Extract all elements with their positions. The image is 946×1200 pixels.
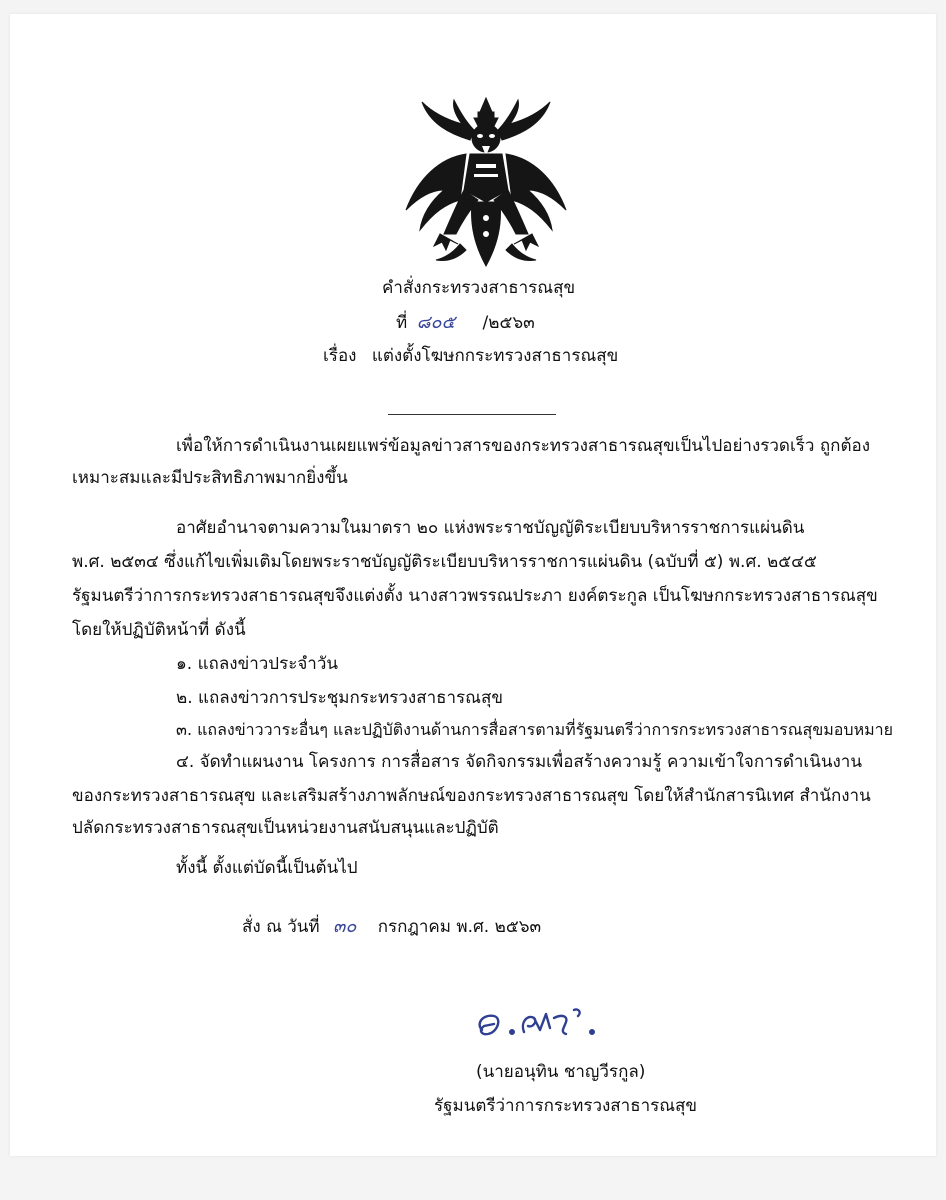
para1-line2: เหมาะสมและมีประสิทธิภาพมากยิ่งขึ้น (72, 468, 348, 488)
closing-text: ทั้งนี้ ตั้งแต่บัดนี้เป็นต้นไป (176, 858, 358, 878)
para2-line1: อาศัยอำนาจตามความในมาตรา ๒๐ แห่งพระราชบัญญัติระเบียบบริหารราชการแผ่นดิน (176, 518, 805, 538)
garuda-emblem-icon (400, 94, 572, 272)
signatory-name: (นายอนุทิน ชาญวีรกูล) (476, 1062, 646, 1082)
duty-item-2: ๒. แถลงข่าวการประชุมกระทรวงสาธารณสุข (176, 688, 503, 708)
document-page (10, 14, 936, 1156)
para2-line3: รัฐมนตรีว่าการกระทรวงสาธารณสุขจึงแต่งตั้ง นางสาวพรรณประภา ยงค์ตระกูล เป็นโฆษกกระทรวงสาธารณสุข (72, 586, 878, 606)
para1-line1: เพื่อให้การดำเนินงานเผยแพร่ข้อมูลข่าวสารของกระทรวงสาธารณสุขเป็นไปอย่างรวดเร็ว ถูกต้อง (176, 436, 870, 456)
order-number-line (396, 314, 535, 332)
order-number-handwritten: ๘๐๕ (416, 312, 456, 333)
signatory-position: รัฐมนตรีว่าการกระทรวงสาธารณสุข (434, 1096, 698, 1116)
date-day-handwritten: ๓๐ (333, 916, 357, 937)
para2-line2: พ.ศ. ๒๕๓๔ ซึ่งแก้ไขเพิ่มเติมโดยพระราชบัญญัติระเบียบบริหารราชการแผ่นดิน (ฉบับที่ ๕) พ.ศ. ๒๕๔๕ (72, 552, 817, 572)
subject-label: เรื่อง (323, 346, 357, 366)
order-title: คำสั่งกระทรวงสาธารณสุข (382, 278, 576, 298)
header-divider (388, 414, 556, 415)
duty-item-4-line2: ของกระทรวงสาธารณสุข และเสริมสร้างภาพลักษณ์ของกระทรวงสาธารณสุข โดยให้สำนักสารนิเทศ สำนักงาน (72, 786, 871, 806)
duty-item-1: ๑. แถลงข่าวประจำวัน (176, 654, 339, 674)
para2-line4: โดยให้ปฏิบัติหน้าที่ ดังนี้ (72, 620, 246, 640)
duty-item-4-line3: ปลัดกระทรวงสาธารณสุขเป็นหน่วยงานสนับสนุนและปฏิบัติ (72, 818, 499, 838)
date-prefix: สั่ง ณ วันที่ (242, 917, 320, 937)
order-number-prefix: ที่ (396, 313, 408, 333)
signature-image (468, 1004, 648, 1044)
date-month-year: กรกฎาคม พ.ศ. ๒๕๖๓ (377, 917, 542, 937)
subject-text: แต่งตั้งโฆษกกระทรวงสาธารณสุข (371, 346, 619, 366)
duty-item-3: ๓. แถลงข่าววาระอื่นๆ และปฏิบัติงานด้านการสื่อสารตามที่รัฐมนตรีว่าการกระทรวงสาธารณสุขมอบหมาย (176, 720, 894, 739)
order-number-suffix: /๒๕๖๓ (482, 313, 535, 333)
duty-item-4-line1: ๔. จัดทำแผนงาน โครงการ การสื่อสาร จัดกิจกรรมเพื่อสร้างความรู้ ความเข้าใจการดำเนินงาน (176, 752, 862, 772)
subject-line (323, 348, 618, 365)
date-line (242, 918, 541, 936)
